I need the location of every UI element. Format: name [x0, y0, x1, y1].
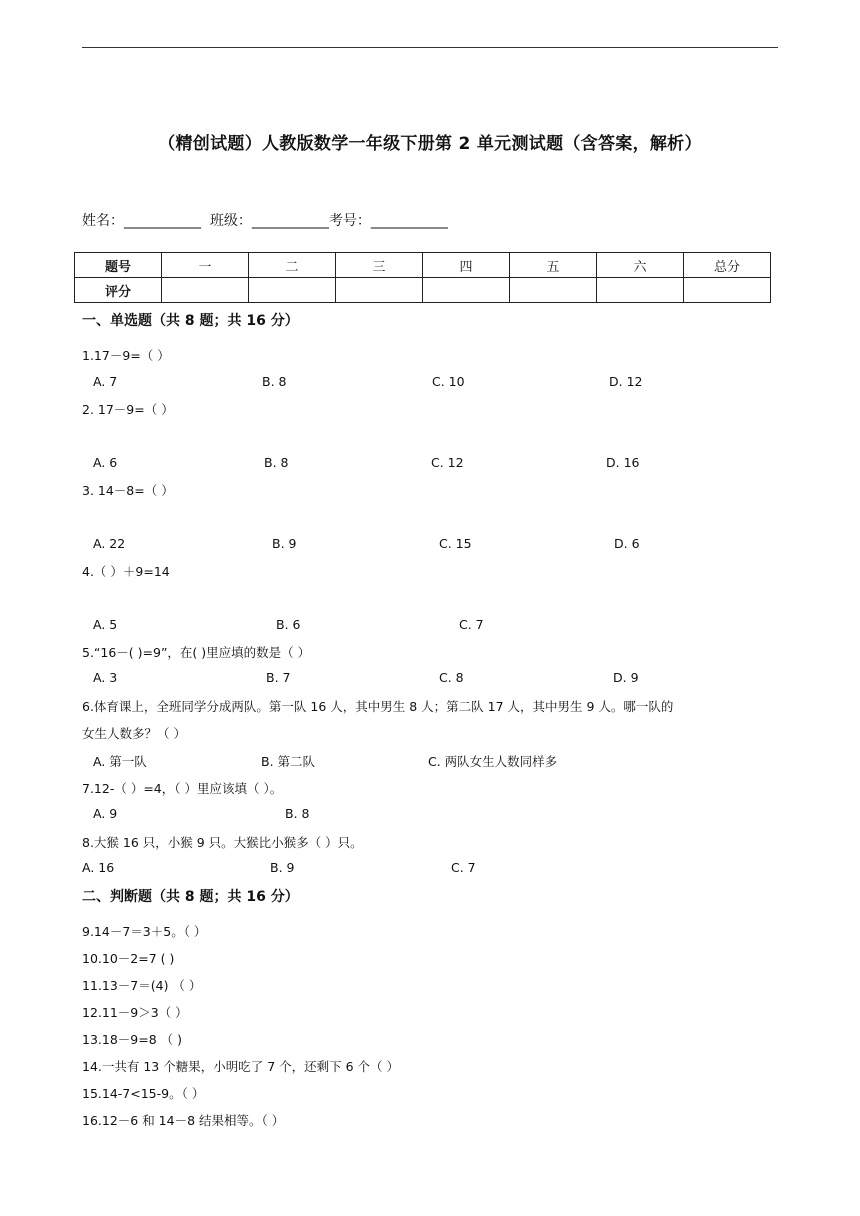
- score-cell[interactable]: [684, 278, 771, 303]
- q2-option-c[interactable]: C. 12: [431, 455, 464, 470]
- q8-option-a[interactable]: A. 16: [82, 860, 115, 875]
- score-table-col-1: 一: [162, 253, 249, 278]
- q6-option-b[interactable]: B. 第二队: [261, 754, 316, 769]
- q1-option-d[interactable]: D. 12: [609, 374, 643, 389]
- q2-option-d[interactable]: D. 16: [606, 455, 640, 470]
- q4-option-b[interactable]: B. 6: [276, 617, 301, 632]
- question-6-line-2: 女生人数多？（ ）: [82, 726, 186, 741]
- score-table-header-row: [75, 253, 771, 278]
- question-15: 15.14-7<15-9。（ ）: [82, 1086, 205, 1101]
- exam-no-label: 考号：: [328, 213, 371, 229]
- q3-option-a[interactable]: A. 22: [93, 536, 126, 551]
- question-7: 7.12-（ ）=4，（ ）里应该填（ ）。: [82, 781, 283, 796]
- q8-option-c[interactable]: C. 7: [451, 860, 476, 875]
- q6-option-c[interactable]: C. 两队女生人数同样多: [428, 754, 558, 769]
- name-label: 姓名：: [82, 213, 124, 229]
- question-14: 14.一共有 13 个糖果，小明吃了 7 个，还剩下 6 个（ ）: [82, 1059, 400, 1074]
- score-table-row-label: 题号: [75, 253, 162, 278]
- score-table-col-total: 总分: [684, 253, 771, 278]
- question-11: 11.13－7＝(4) （ ）: [82, 978, 202, 993]
- q7-option-b[interactable]: B. 8: [285, 806, 310, 821]
- q6-option-a[interactable]: A. 第一队: [93, 754, 147, 769]
- student-info-line: [82, 210, 448, 230]
- question-8: 8.大猴 16 只，小猴 9 只。大猴比小猴多（ ）只。: [82, 835, 363, 850]
- section-heading-single-choice: 一、单选题（共 8 题；共 16 分）: [82, 313, 299, 329]
- q3-option-b[interactable]: B. 9: [272, 536, 297, 551]
- score-cell[interactable]: [597, 278, 684, 303]
- score-table-col-5: 五: [510, 253, 597, 278]
- question-13: 13.18－9=8 （ ): [82, 1032, 182, 1047]
- question-2: 2. 17－9=（ ）: [82, 402, 174, 417]
- question-16: 16.12－6 和 14－8 结果相等。（ ）: [82, 1113, 285, 1128]
- score-cell[interactable]: [510, 278, 597, 303]
- q2-option-a[interactable]: A. 6: [93, 455, 118, 470]
- question-3: 3. 14－8=（ ）: [82, 483, 174, 498]
- q4-option-c[interactable]: C. 7: [459, 617, 484, 632]
- question-4: 4.（ ）＋9=14: [82, 564, 170, 579]
- q5-option-c[interactable]: C. 8: [439, 670, 464, 685]
- document-title: （精创试题）人教版数学一年级下册第 2 单元测试题（含答案，解析）: [158, 134, 702, 154]
- q8-option-b[interactable]: B. 9: [270, 860, 295, 875]
- q1-option-b[interactable]: B. 8: [262, 374, 287, 389]
- header-rule: [82, 47, 778, 48]
- q3-option-c[interactable]: C. 15: [439, 536, 472, 551]
- q4-option-a[interactable]: A. 5: [93, 617, 118, 632]
- q2-option-b[interactable]: B. 8: [264, 455, 289, 470]
- q5-option-a[interactable]: A. 3: [93, 670, 118, 685]
- q5-option-d[interactable]: D. 9: [613, 670, 639, 685]
- section-heading-true-false: 二、判断题（共 8 题；共 16 分）: [82, 889, 299, 905]
- question-12: 12.11－9＞3（ ）: [82, 1005, 188, 1020]
- score-table-col-3: 三: [336, 253, 423, 278]
- q1-option-a[interactable]: A. 7: [93, 374, 118, 389]
- score-table-score-row: [75, 278, 771, 303]
- score-table-col-4: 四: [423, 253, 510, 278]
- class-blank[interactable]: ___________: [251, 213, 329, 229]
- class-label: 班级：: [209, 213, 252, 229]
- q7-option-a[interactable]: A. 9: [93, 806, 118, 821]
- score-table-col-2: 二: [249, 253, 336, 278]
- question-10: 10.10－2=7 ( ): [82, 951, 175, 966]
- score-cell[interactable]: [423, 278, 510, 303]
- score-cell[interactable]: [249, 278, 336, 303]
- question-5: 5.“16－( )=9”，在( )里应填的数是（ ）: [82, 645, 311, 660]
- question-9: 9.14－7＝3＋5。（ ）: [82, 924, 207, 939]
- question-6-line-1: 6.体育课上，全班同学分成两队。第一队 16 人，其中男生 8 人；第二队 17 人，其中男生 9 人。哪一队的: [82, 699, 674, 714]
- score-table-col-6: 六: [597, 253, 684, 278]
- score-table: [74, 252, 771, 303]
- exam-no-blank[interactable]: ___________: [370, 213, 448, 229]
- q1-option-c[interactable]: C. 10: [432, 374, 465, 389]
- q3-option-d[interactable]: D. 6: [614, 536, 640, 551]
- q5-option-b[interactable]: B. 7: [266, 670, 291, 685]
- score-cell[interactable]: [162, 278, 249, 303]
- score-table-row-label: 评分: [75, 278, 162, 303]
- question-1: 1.17－9=（ ）: [82, 348, 170, 363]
- name-blank[interactable]: ___________: [124, 213, 201, 229]
- score-cell[interactable]: [336, 278, 423, 303]
